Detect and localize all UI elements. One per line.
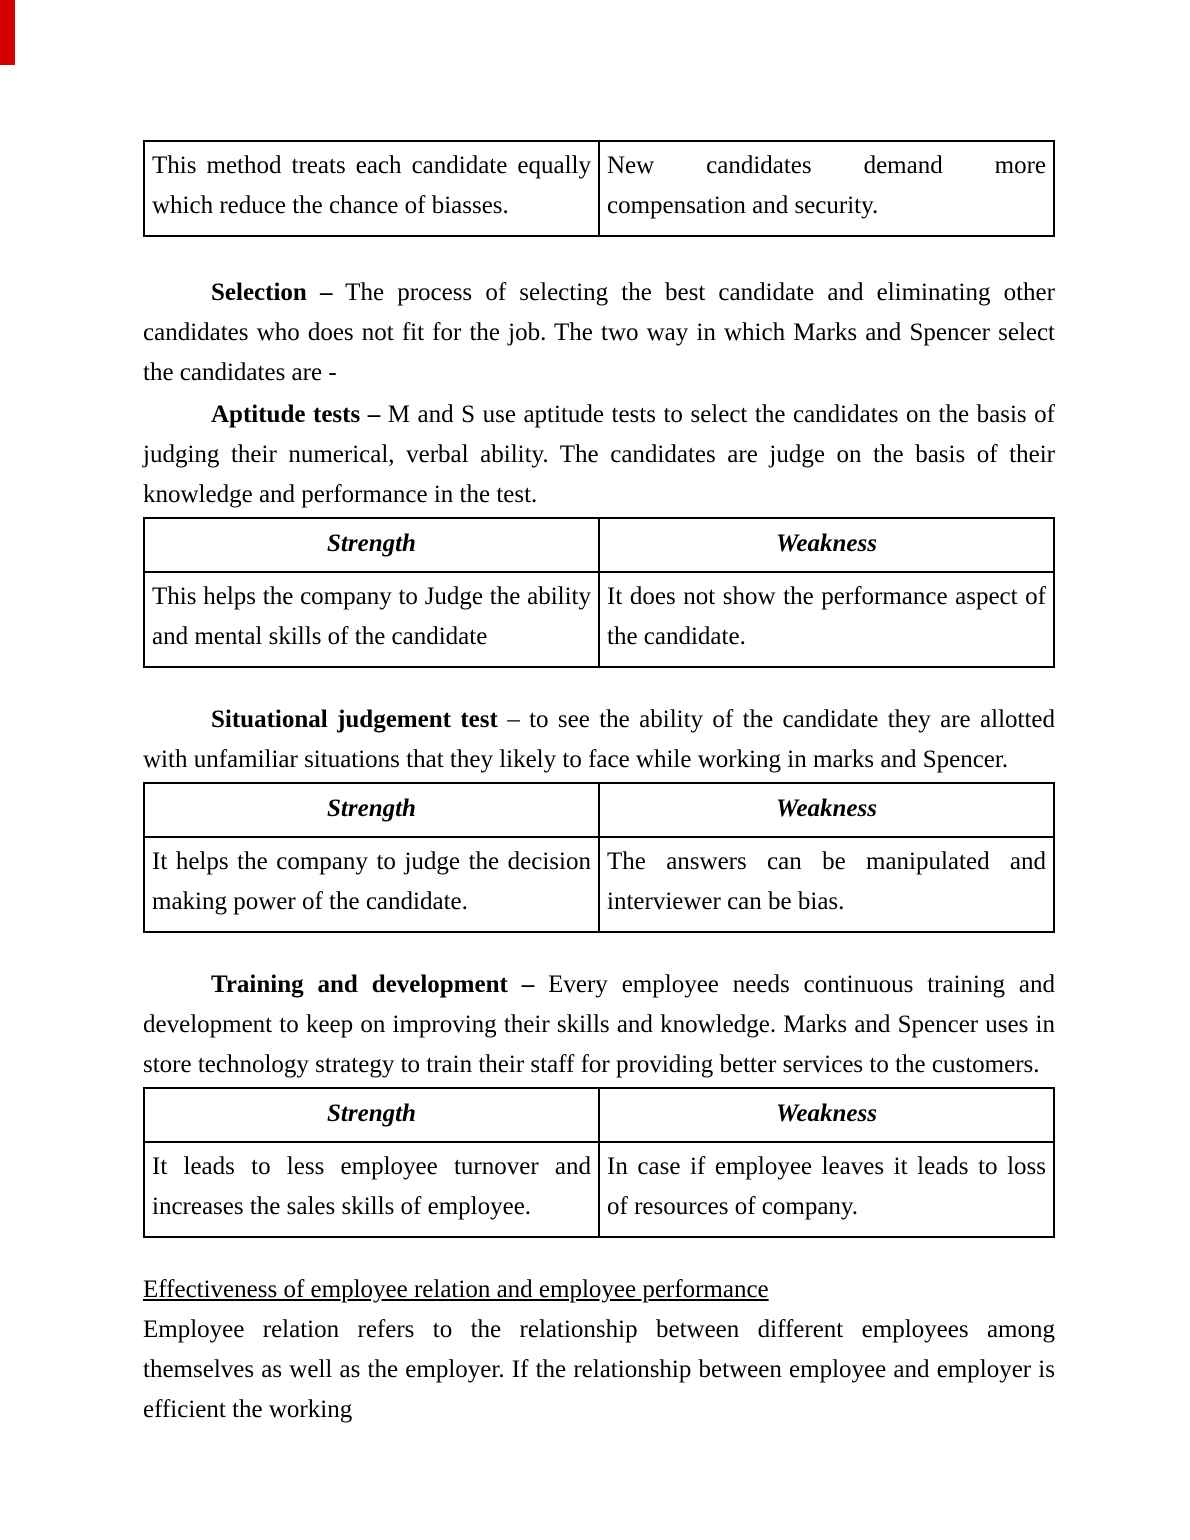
weakness-cell: It does not show the performance aspect of the candidate. xyxy=(599,572,1054,667)
training-strength-weakness-table xyxy=(143,1087,1055,1238)
table-header-row xyxy=(144,783,1054,837)
selection-lead: Selection – xyxy=(211,279,333,306)
effectiveness-paragraph: Employee relation refers to the relationship between different employees among themselves as well as the employer. If the relationship between employee and employer is efficient the working xyxy=(143,1316,1055,1423)
table-header-row xyxy=(144,1088,1054,1142)
situational-text: – to see the ability of the candidate they are allotted with unfamiliar situations that they likely to face while working in marks and Spencer. xyxy=(143,706,1055,773)
page-content xyxy=(143,0,1055,1430)
effectiveness-heading: Effectiveness of employee relation and employee performance xyxy=(143,1276,769,1303)
situational-paragraph xyxy=(143,700,1055,780)
training-text: Every employee needs continuous training and development to keep on improving their skills and knowledge. Marks and Spencer uses in store technology strategy to train their staff for providing better services to the customers. xyxy=(143,971,1055,1078)
aptitude-lead: Aptitude tests – xyxy=(211,401,381,428)
weakness-cell: In case if employee leaves it leads to loss of resources of company. xyxy=(599,1142,1054,1237)
table-row xyxy=(144,572,1054,667)
strength-header: Strength xyxy=(144,1088,599,1142)
aptitude-text: M and S use aptitude tests to select the candidates on the basis of judging their numerical, verbal ability. The candidates are judge on the basis of their knowledge and performance in the test. xyxy=(143,401,1055,508)
training-paragraph xyxy=(143,965,1055,1085)
strength-cell: It leads to less employee turnover and increases the sales skills of employee. xyxy=(144,1142,599,1237)
strength-cell: This method treats each candidate equally which reduce the chance of biasses. xyxy=(144,141,599,236)
aptitude-strength-weakness-table xyxy=(143,517,1055,668)
recruitment-strength-weakness-table xyxy=(143,140,1055,237)
strength-cell: This helps the company to Judge the ability and mental skills of the candidate xyxy=(144,572,599,667)
table-header-row xyxy=(144,518,1054,572)
strength-header: Strength xyxy=(144,518,599,572)
weakness-header: Weakness xyxy=(599,783,1054,837)
selection-paragraph xyxy=(143,273,1055,393)
strength-header: Strength xyxy=(144,783,599,837)
aptitude-paragraph xyxy=(143,395,1055,515)
situational-strength-weakness-table xyxy=(143,782,1055,933)
selection-text: The process of selecting the best candidate and eliminating other candidates who does not fit for the job. The two way in which Marks and Spencer select the candidates are - xyxy=(143,279,1055,386)
situational-lead: Situational judgement test xyxy=(211,706,498,733)
training-lead: Training and development – xyxy=(211,971,535,998)
weakness-cell: New candidates demand more compensation and security. xyxy=(599,141,1054,236)
weakness-header: Weakness xyxy=(599,1088,1054,1142)
red-margin-marker xyxy=(0,0,15,65)
table-row xyxy=(144,141,1054,236)
table-row xyxy=(144,1142,1054,1237)
weakness-header: Weakness xyxy=(599,518,1054,572)
strength-cell: It helps the company to judge the decision making power of the candidate. xyxy=(144,837,599,932)
table-row xyxy=(144,837,1054,932)
weakness-cell: The answers can be manipulated and interviewer can be bias. xyxy=(599,837,1054,932)
